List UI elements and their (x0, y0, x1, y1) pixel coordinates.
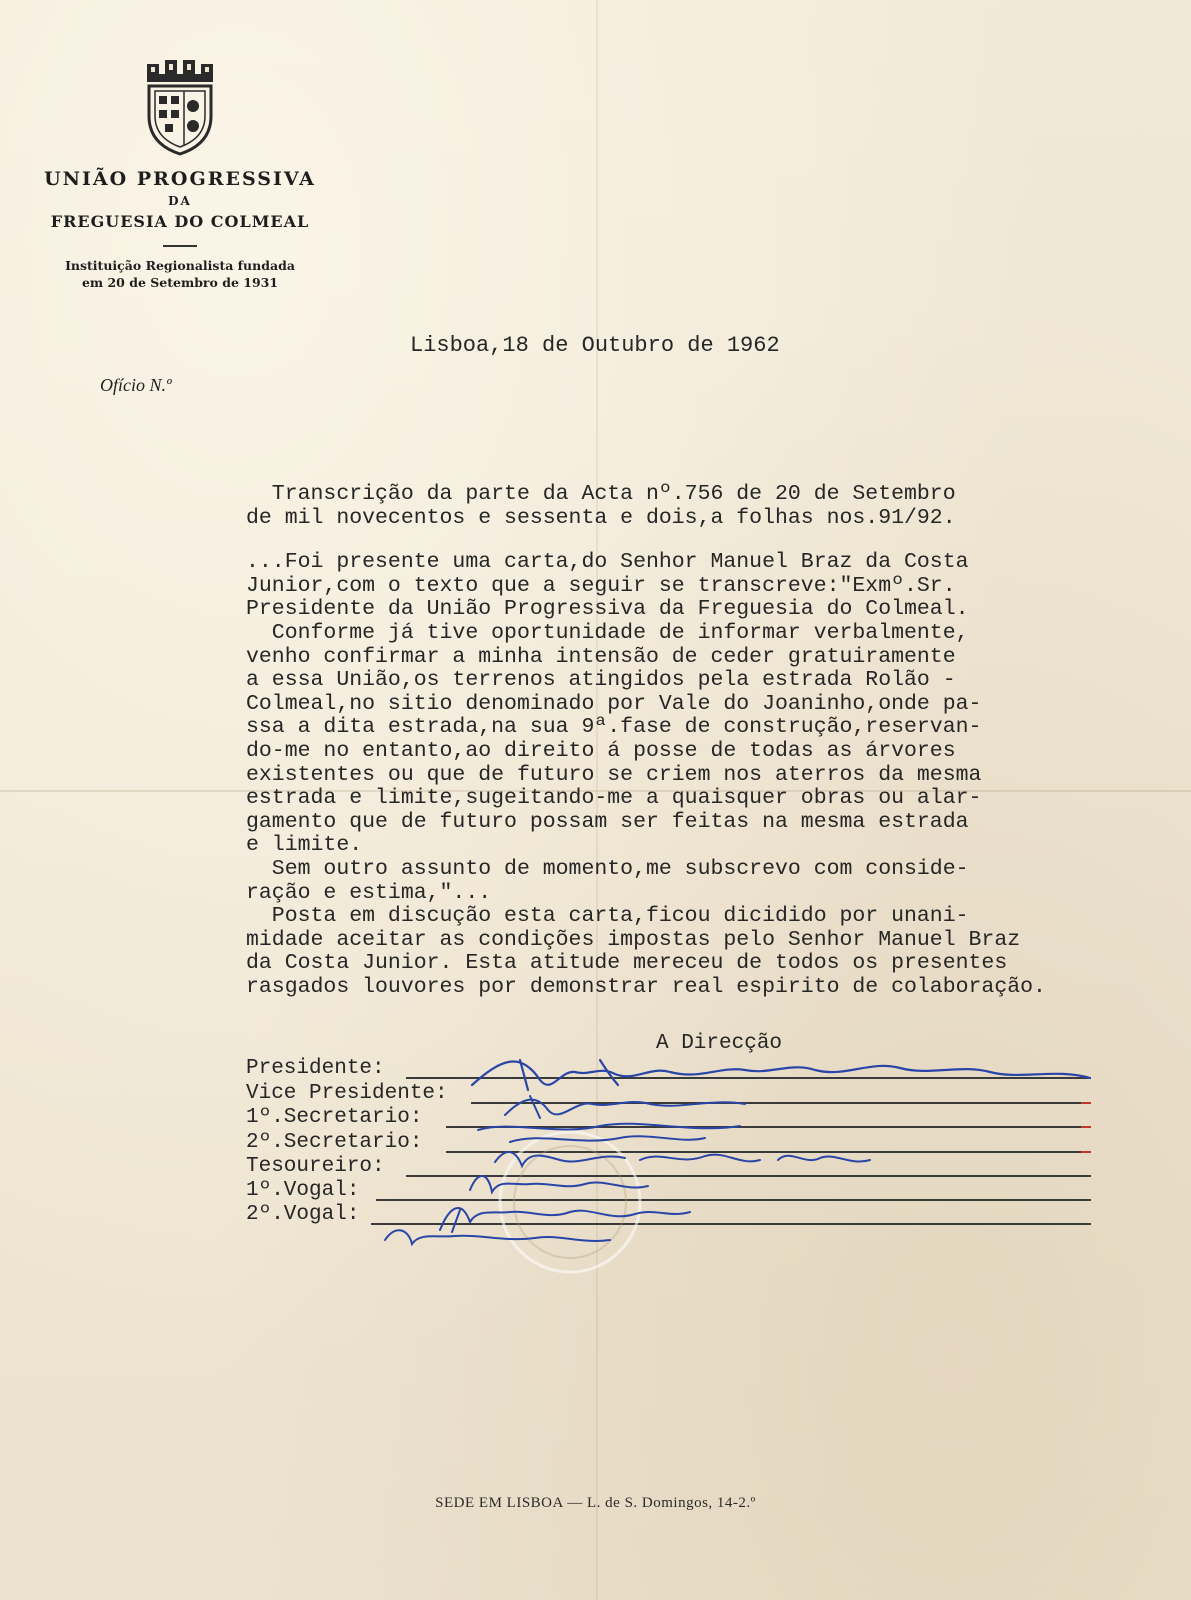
embossed-seal-icon (500, 1132, 640, 1272)
body-line: ...Foi presente uma carta,do Senhor Manuel Braz da Costa (246, 550, 969, 575)
body-line: de mil novecentos e sessenta e dois,a folhas nos.91/92. (246, 505, 956, 530)
oficio-label: Ofício N.º (100, 375, 172, 395)
body-line: da Costa Junior. Esta atitude mereceu de todos os presentes (246, 951, 1008, 976)
body-line: Posta em discução esta carta,ficou dicidido por unani- (246, 904, 969, 929)
body-line: a essa União,os terrenos atingidos pela estrada Rolão - (246, 668, 956, 693)
org-name-line3: FREGUESIA DO COLMEAL (50, 212, 310, 231)
signature-1-vogal (440, 1208, 690, 1232)
signature-2-secretario (495, 1152, 870, 1166)
signature-vice-presidente (505, 1096, 745, 1118)
body-line: do-me no entanto,ao direito á posse de todas as árvores (246, 738, 956, 763)
body-line: rasgados louvores por demonstrar real espirito de colaboração. (246, 974, 1046, 999)
body-line: existentes ou que de futuro se criem nos aterros da mesma (246, 762, 982, 787)
signature-label: Tesoureiro: (246, 1155, 385, 1178)
body-line: Conforme já tive oportunidade de informar verbalmente, (246, 620, 969, 645)
signature-label: Vice Presidente: (246, 1082, 448, 1105)
body-line: ssa a dita estrada,na sua 9ª.fase de construção,reservan- (246, 715, 982, 740)
body-line: ração e estima,"... (246, 880, 492, 905)
institution-line2: em 20 de Setembro de 1931 (81, 275, 279, 290)
body-line: midade aceitar as condições impostas pelo Senhor Manuel Braz (246, 927, 1021, 952)
signature-2-vogal (385, 1230, 610, 1244)
signature-label: 2º.Vogal: (246, 1203, 360, 1226)
signature-label: 1º.Secretario: (246, 1106, 423, 1129)
body-line: venho confirmar a minha intensão de ceder gratuiramente (246, 644, 956, 669)
signatures-title: A Direcção (656, 1032, 783, 1055)
signature-label: 2º.Secretario: (246, 1131, 423, 1154)
signature-presidente (472, 1060, 1090, 1090)
institution-line1: Instituição Regionalista fundada (65, 258, 295, 273)
body-line: Transcrição da parte da Acta nº.756 de 20 de Setembro (246, 482, 956, 506)
body-line: e limite. (246, 833, 363, 858)
body-line: estrada e limite,sugeitando-me a quaisquer obras ou alar- (246, 786, 982, 811)
body-line: gamento que de futuro possam ser feitas na mesma estrada (246, 809, 969, 834)
signature-label: Presidente: (246, 1057, 385, 1080)
signature-label: 1º.Vogal: (246, 1179, 360, 1202)
body-line: Presidente da União Progressiva da Freguesia do Colmeal. (246, 597, 969, 622)
body-line: Sem outro assunto de momento,me subscrevo com conside- (246, 856, 969, 881)
body-line: Junior,com o texto que a seguir se transcreve:"Exmº.Sr. (246, 573, 956, 598)
letter-date: Lisboa,18 de Outubro de 1962 (410, 333, 780, 358)
footer-address: SEDE EM LISBOA — L. de S. Domingos, 14-2.º (435, 1495, 756, 1511)
body-line: Colmeal,no sitio denominado por Vale do Joaninho,onde pa- (246, 691, 982, 716)
org-name-line2: DA (168, 194, 192, 208)
signature-1-secretario (478, 1124, 740, 1142)
org-name-line1: UNIÃO PROGRESSIVA (44, 168, 316, 190)
